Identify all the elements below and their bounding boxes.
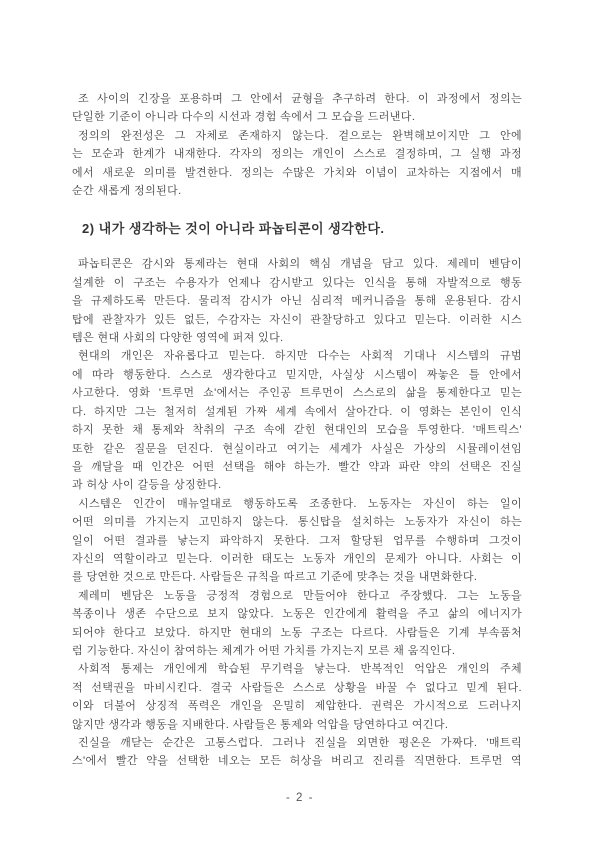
text-line: 시스템은 인간이 매뉴얼대로 행동하도록 조종한다. 노동자는 자신이 하는 일이 [78, 497, 522, 510]
text-line: 템은 현대 사회의 다양한 영역에 퍼져 있다. [72, 332, 284, 345]
text-line: 과 허상 사이 갈등을 상징한다. [72, 479, 222, 492]
text-line: 또한 같은 질문을 던진다. 현실이라고 여기는 세계가 사실은 가상의 시뮬레이션임 [72, 442, 522, 455]
text-line: 를 당연한 것으로 만든다. 사람들은 규칙을 따르고 기준에 맞추는 것을 내면화한다. [72, 571, 478, 584]
paragraph [72, 255, 522, 347]
text-line: 조 사이의 긴장을 포용하며 그 안에서 균형을 추구하려 한다. 이 과정에서 정의는 [78, 93, 522, 105]
text-line: 파놉티콘은 감시와 통제라는 현대 사회의 핵심 개념을 담고 있다. 제레미 벤담이 [78, 258, 522, 271]
text-line: 단일한 기준이 아니라 다수의 시선과 경험 속에서 그 모습을 드러낸다. [72, 111, 416, 124]
paragraph [72, 660, 522, 734]
text-line: 되어야 한다고 보았다. 하지만 현대의 노동 구조는 다르다. 사람들은 기계 부속품처 [72, 626, 522, 639]
text-line: 설계한 이 구조는 수용자가 언제나 감시받고 있다는 인식을 통해 자발적으로 행동 [72, 276, 522, 289]
text-line: 현대의 개인은 자유롭다고 믿는다. 하지만 다수는 사회적 기대나 시스템의 규범 [78, 350, 522, 363]
text-line: 에서 새로운 의미를 발견한다. 정의는 수많은 가치와 이념이 교차하는 지점에서 매 [72, 166, 522, 179]
text-line: 탑에 관찰자가 있든 없든, 수감자는 자신이 관찰당하고 있다고 믿는다. 이러한 시스 [72, 313, 522, 326]
text-line: 는 모순과 한계가 내재한다. 각자의 정의는 개인이 스스로 결정하며, 그 실행 과정 [72, 148, 522, 161]
text-block [72, 90, 522, 771]
paragraph [72, 587, 522, 661]
text-line: 제레미 벤담은 노동을 긍정적 경험으로 만들어야 한다고 주장했다. 그는 노동을 [78, 589, 522, 602]
paragraph [72, 347, 522, 494]
text-line: 스'에서 빨간 약을 선택한 네오는 모든 허상을 버리고 진리를 직면한다. 트루먼 역 [72, 755, 522, 768]
section-heading: 2) 내가 생각하는 것이 아니라 파놉티콘이 생각한다. [82, 221, 385, 237]
paragraph [72, 495, 522, 587]
text-line: 을 깨달을 때 인간은 어떤 선택을 해야 하는가. 빨간 약과 파란 약의 선택은 진실 [72, 460, 522, 473]
text-line: 에 따라 행동한다. 스스로 생각한다고 믿지만, 사실상 시스템이 짜놓은 틀 안에서 [72, 368, 522, 381]
text-line: 자신의 역할이라고 믿는다. 이러한 태도는 노동자 개인의 문제가 아니다. 사회는 이 [72, 552, 522, 565]
text-line: 어떤 의미를 가지는지 고민하지 않는다. 통신탑을 설치하는 노동자가 자신이 하는 [72, 516, 522, 529]
text-line: 진실을 깨닫는 순간은 고통스럽다. 그러나 진실을 외면한 평온은 가짜다. '매트릭 [78, 737, 522, 749]
text-line: 사회적 통제는 개인에게 학습된 무기력을 낳는다. 반복적인 억압은 개인의 주체 [78, 663, 522, 676]
text-line: 사고한다. 영화 '트루먼 쇼'에서는 주인공 트루먼이 스스로의 삶을 통제한다고 믿는 [72, 387, 522, 400]
text-line: 이와 더불어 상징적 폭력은 개인을 은밀히 제압한다. 권력은 가시적으로 드러나지 [72, 700, 522, 713]
section-after-heading [72, 255, 522, 770]
paragraph [72, 734, 522, 771]
text-line: 일이 어떤 결과를 낳는지 파악하지 못한다. 그저 할당된 업무를 수행하며 그것이 [72, 534, 522, 547]
text-line: 을 규제하도록 만든다. 물리적 감시가 아닌 심리적 메커니즘을 통해 운용된다. 감시 [72, 295, 522, 308]
text-line: 럼 기능한다. 자신이 참여하는 체계가 어떤 가치를 가지는지 모른 채 움직인다. [72, 644, 456, 657]
text-line: 않지만 생각과 행동을 지배한다. 사람들은 통제와 억압을 당연하다고 여긴다. [72, 718, 449, 731]
paragraph [72, 127, 522, 201]
text-line: 다. 하지만 그는 철저히 설계된 가짜 세계 속에서 살아간다. 이 영화는 본인이 인식 [72, 405, 522, 418]
text-line: 적 선택권을 마비시킨다. 결국 사람들은 스스로 상황을 바꿀 수 없다고 믿게 된다. [72, 681, 522, 694]
section-before-heading [72, 90, 522, 200]
page-number: - 2 - [286, 792, 314, 804]
text-line: 하지 못한 채 통제와 착취의 구조 속에 갇힌 현대인의 모습을 투영한다. '매트릭스' [72, 424, 522, 437]
text-line: 순간 새롭게 정의된다. [72, 185, 182, 198]
paragraph [72, 90, 522, 127]
text-line: 복종이나 생존 수단으로 보지 않았다. 노동은 인간에게 활력을 주고 삶의 에너지가 [72, 608, 522, 621]
text-line: 정의의 완전성은 그 자체로 존재하지 않는다. 겉으로는 완벽해보이지만 그 안에 [78, 129, 522, 142]
